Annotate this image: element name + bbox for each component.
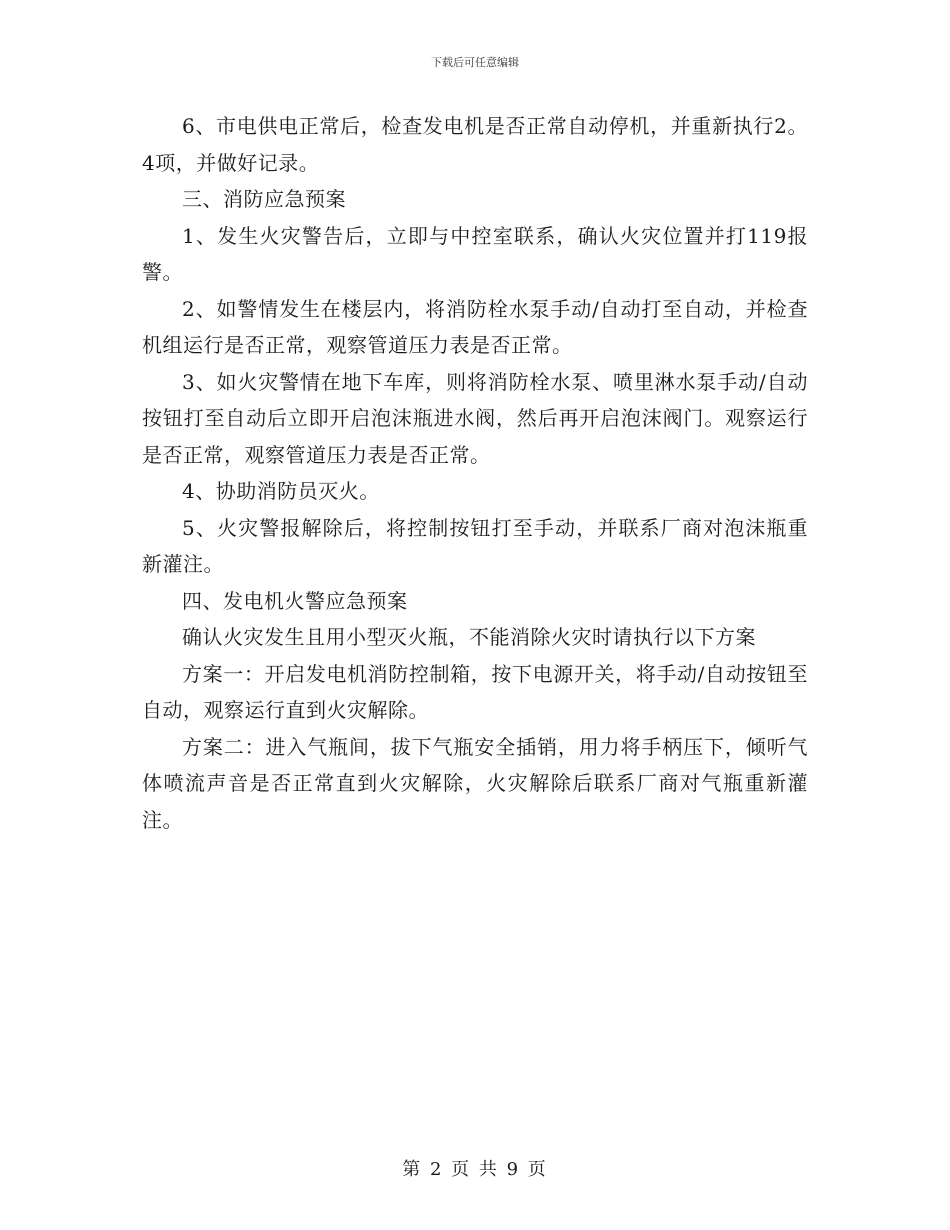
page-number: 第 2 页 共 9 页 <box>402 1159 548 1180</box>
paragraph-item-2: 2、如警情发生在楼层内，将消防栓水泵手动/自动打至自动，并检查机组运行是否正常，观察管道压力表是否正常。 <box>142 296 808 357</box>
section-heading-generator-fire-plan: 四、发电机火警应急预案 <box>182 588 408 613</box>
page-header: 下载后可任意编辑 <box>431 56 519 69</box>
paragraph-item-5: 5、火灾警报解除后，将控制按钮打至手动，并联系厂商对泡沫瓶重新灌注。 <box>142 515 808 576</box>
paragraph-item-1: 1、发生火灾警告后，立即与中控室联系，确认火灾位置并打119报警。 <box>142 223 808 284</box>
paragraph-item-3: 3、如火灾警情在地下车库，则将消防栓水泵、喷里淋水泵手动/自动按钮打至自动后立即开启泡沫瓶进水阀，然后再开启泡沫阀门。观察运行是否正常，观察管道压力表是否正常。 <box>142 369 808 467</box>
section-heading-fire-plan: 三、消防应急预案 <box>182 187 346 211</box>
paragraph-confirm-fire: 确认火灾发生且用小型灭火瓶，不能消除火灾时请执行以下方案 <box>182 625 756 649</box>
paragraph-plan-one: 方案一：开启发电机消防控制箱，按下电源开关，将手动/自动按钮至自动，观察运行直到火灾解除。 <box>142 661 808 722</box>
paragraph-plan-two: 方案二：进入气瓶间，拔下气瓶安全插销，用力将手柄压下，倾听气体喷流声音是否正常直到火灾解除，火灾解除后联系厂商对气瓶重新灌注。 <box>142 734 808 832</box>
paragraph-item-4: 4、协助消防员灭火。 <box>182 479 380 503</box>
document-body <box>142 108 808 838</box>
paragraph-item-6: 6、市电供电正常后，检查发电机是否正常自动停机，并重新执行2。4项，并做好记录。 <box>142 114 808 175</box>
